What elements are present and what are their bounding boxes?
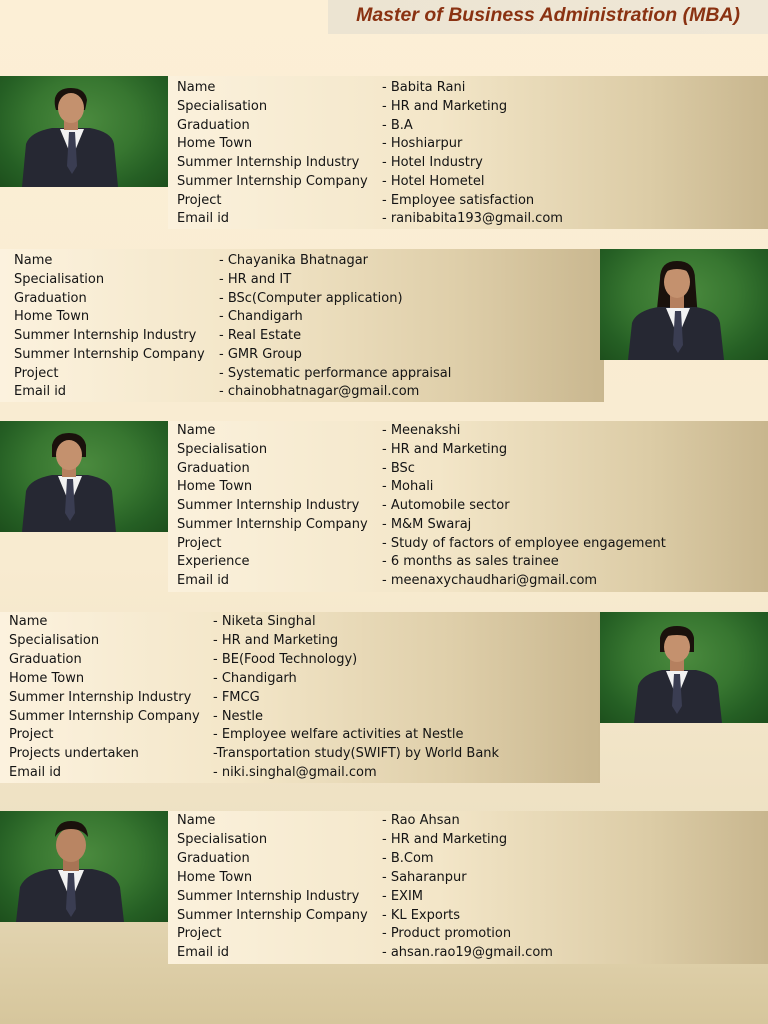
field-label: Home Town — [177, 136, 253, 152]
field-label: Summer Internship Industry — [177, 155, 360, 170]
field-label: Project — [14, 365, 59, 381]
field-value: - BSc(Computer application) — [219, 290, 403, 306]
field-value: - ahsan.rao19@gmail.com — [382, 945, 553, 961]
field-label: Specialisation — [9, 632, 100, 648]
student-photo — [600, 612, 768, 723]
field-value: - Automobile sector — [382, 498, 510, 513]
field-value: - Niketa Singhal — [213, 614, 316, 629]
field-value: - KL Exports — [382, 907, 461, 923]
student-photo — [0, 811, 168, 922]
field-label: Email id — [177, 573, 230, 588]
field-label: Summer Internship Company — [177, 907, 368, 923]
field-label: Name — [9, 614, 48, 629]
field-value: - Nestle — [213, 708, 264, 724]
field-value: - Chayanika Bhatnagar — [219, 253, 369, 268]
field-label: Home Town — [14, 309, 90, 325]
field-label: Specialisation — [177, 98, 268, 114]
field-value: - Hotel Hometel — [382, 173, 485, 189]
field-value: - Chandigarh — [219, 309, 303, 325]
field-label: Home Town — [9, 670, 85, 686]
field-value: - Employee satisfaction — [382, 192, 535, 208]
field-value: - Study of factors of employee engagement — [382, 535, 666, 551]
field-value: - Hotel Industry — [382, 155, 483, 170]
field-value: - Rao Ahsan — [382, 813, 460, 828]
field-label: Graduation — [177, 460, 250, 476]
field-label: Email id — [14, 384, 67, 400]
field-label: Summer Internship Company — [177, 516, 368, 532]
field-label: Project — [9, 727, 54, 743]
field-label: Email id — [177, 211, 230, 227]
field-label: Graduation — [9, 651, 82, 667]
field-value: - 6 months as sales trainee — [382, 554, 559, 570]
field-value: - HR and Marketing — [382, 441, 508, 457]
field-value: - Mohali — [382, 479, 434, 495]
field-value: - Meenakshi — [382, 423, 461, 438]
field-value: - HR and IT — [219, 271, 292, 287]
field-label: Graduation — [14, 290, 87, 306]
field-label: Name — [14, 253, 53, 268]
field-label: Summer Internship Industry — [14, 328, 197, 343]
field-value: - B.Com — [382, 850, 434, 866]
field-value: - HR and Marketing — [382, 831, 508, 847]
field-label: Graduation — [177, 117, 250, 133]
field-label: Project — [177, 192, 222, 208]
field-value: - Employee welfare activities at Nestle — [213, 727, 464, 743]
field-label: Summer Internship Industry — [9, 689, 192, 705]
student-photo — [0, 421, 168, 532]
field-label: Summer Internship Company — [177, 173, 368, 189]
field-label: Project — [177, 535, 222, 551]
student-photo — [0, 76, 168, 187]
field-value: - BE(Food Technology) — [213, 651, 358, 667]
field-label: Specialisation — [14, 271, 105, 287]
field-value: - Real Estate — [219, 328, 302, 343]
field-label: Specialisation — [177, 831, 268, 847]
field-label: Summer Internship Company — [14, 346, 205, 362]
field-label: Graduation — [177, 850, 250, 866]
field-label: Summer Internship Company — [9, 708, 200, 724]
field-label: Home Town — [177, 479, 253, 495]
field-label: Email id — [9, 765, 62, 781]
field-value: - GMR Group — [219, 346, 302, 362]
field-value: - ranibabita193@gmail.com — [382, 211, 563, 227]
field-label: Email id — [177, 945, 230, 961]
student-photo — [600, 249, 768, 360]
field-label: Summer Internship Industry — [177, 498, 360, 513]
field-label: Name — [177, 80, 216, 95]
page-title: Master of Business Administration (MBA) — [356, 4, 740, 26]
field-value: - M&M Swaraj — [382, 516, 472, 532]
field-value: - chainobhatnagar@gmail.com — [219, 384, 420, 400]
field-value: - niki.singhal@gmail.com — [213, 765, 377, 781]
field-value: - Chandigarh — [213, 670, 297, 686]
field-value: - HR and Marketing — [213, 632, 339, 648]
field-label: Project — [177, 926, 222, 942]
field-label: Projects undertaken — [9, 746, 139, 762]
field-value: - EXIM — [382, 888, 423, 904]
field-label: Home Town — [177, 869, 253, 885]
field-label: Experience — [177, 554, 250, 570]
field-value: - B.A — [382, 117, 413, 133]
field-value: - Hoshiarpur — [382, 136, 463, 152]
field-label: Specialisation — [177, 441, 268, 457]
field-value: - BSc — [382, 460, 415, 476]
field-value: - Babita Rani — [382, 80, 466, 95]
field-label: Name — [177, 423, 216, 438]
field-value: -Transportation study(SWIFT) by World Bank — [213, 746, 500, 762]
field-value: - Saharanpur — [382, 869, 467, 885]
field-label: Summer Internship Industry — [177, 888, 360, 904]
field-value: - Systematic performance appraisal — [219, 365, 452, 381]
field-value: - FMCG — [213, 689, 260, 705]
field-value: - Product promotion — [382, 926, 512, 942]
field-label: Name — [177, 813, 216, 828]
field-value: - meenaxychaudhari@gmail.com — [382, 573, 598, 588]
field-value: - HR and Marketing — [382, 98, 508, 114]
